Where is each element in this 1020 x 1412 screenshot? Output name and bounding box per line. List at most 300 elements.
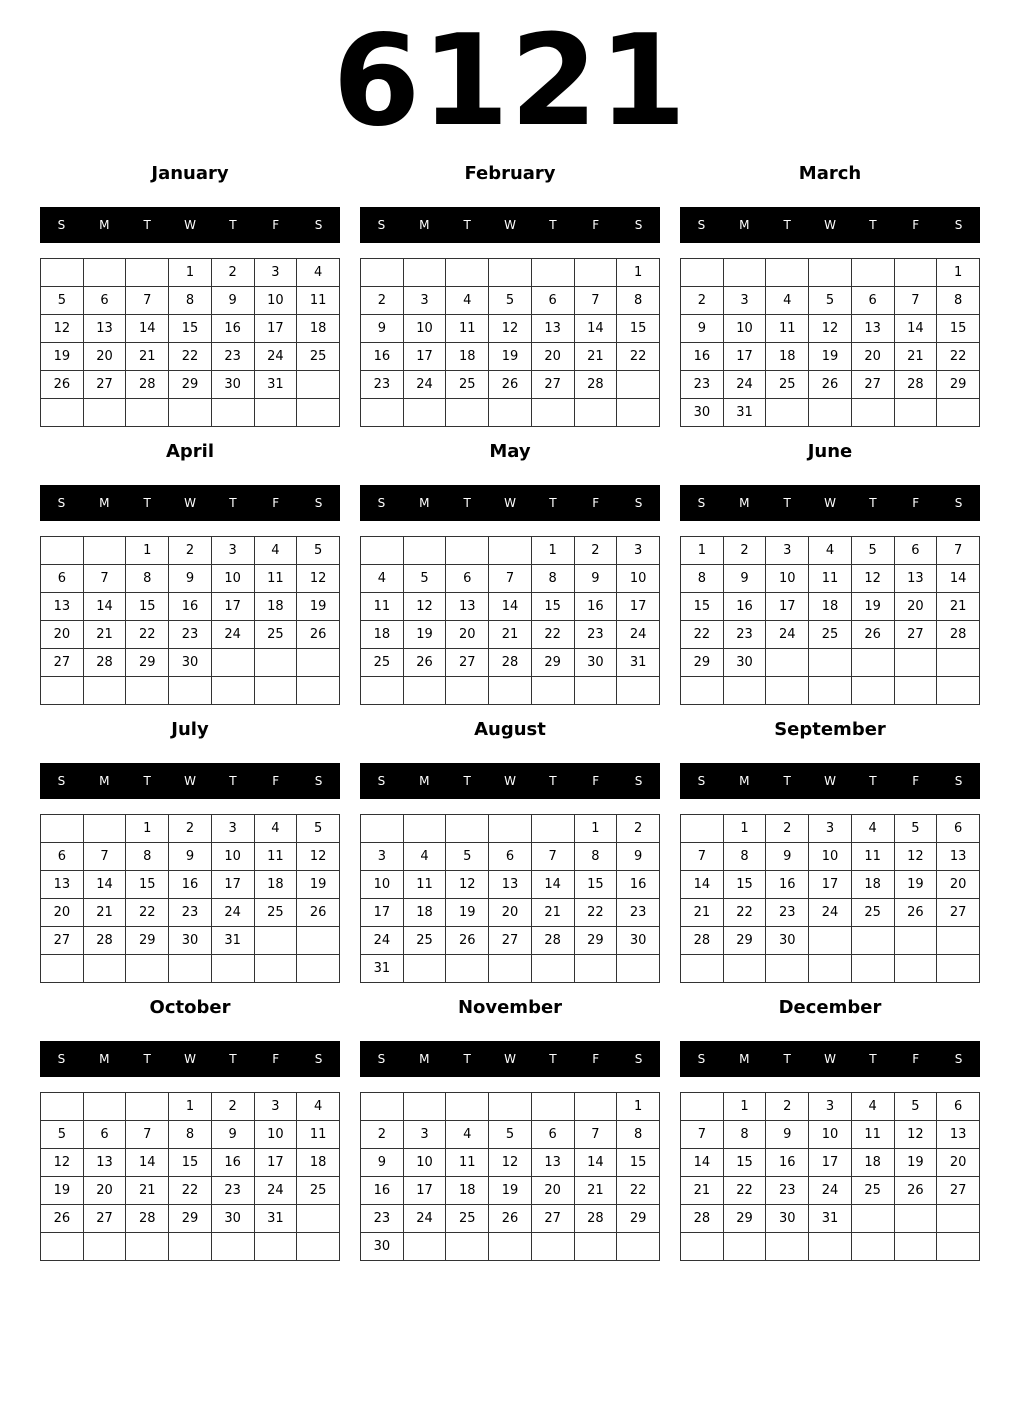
weekday-label: T [869,774,877,788]
day-cell [851,955,894,983]
day-cell: 5 [403,565,446,593]
day-cell: 5 [446,843,489,871]
weekday-label: M [419,774,430,788]
day-cell: 4 [851,1093,894,1121]
weekday-label: F [272,774,280,788]
day-cell: 22 [723,899,766,927]
day-cell: 14 [681,1149,724,1177]
day-cell [937,1233,980,1261]
weekday-label: S [377,774,386,788]
day-cell: 7 [681,1121,724,1149]
week-row [681,1205,980,1233]
week-row [681,899,980,927]
week-row [41,1205,340,1233]
day-cell: 23 [211,343,254,371]
day-cell: 12 [894,1121,937,1149]
week-row [681,1177,980,1205]
month-name: August [474,719,546,740]
week-row [361,927,660,955]
day-cell: 24 [254,1177,297,1205]
weekday-label: F [912,1052,920,1066]
day-cell: 22 [126,899,169,927]
day-cell [41,1093,84,1121]
day-cell [361,1093,404,1121]
day-cell: 24 [403,371,446,399]
day-cell [851,649,894,677]
day-cell: 13 [937,1121,980,1149]
weekday-label: T [549,774,557,788]
weekday-label: S [634,1052,643,1066]
day-cell: 25 [254,621,297,649]
day-cell [937,1205,980,1233]
week-row [41,537,340,565]
day-cell: 7 [126,1121,169,1149]
day-cell: 21 [489,621,532,649]
day-cell: 16 [169,871,212,899]
day-grid [40,258,340,427]
day-cell [403,259,446,287]
week-row [41,371,340,399]
day-cell: 23 [211,1177,254,1205]
day-cell [126,1233,169,1261]
week-row [681,677,980,705]
day-cell: 11 [446,1149,489,1177]
day-cell: 14 [937,565,980,593]
day-cell: 7 [531,843,574,871]
day-cell [851,399,894,427]
day-cell: 19 [403,621,446,649]
day-cell: 14 [531,871,574,899]
day-cell [766,955,809,983]
day-cell [169,1233,212,1261]
week-row [41,899,340,927]
day-cell [83,399,126,427]
day-cell [489,399,532,427]
day-cell: 5 [809,287,852,315]
weekday-label: S [954,496,963,510]
day-cell [809,1233,852,1261]
day-cell: 13 [531,1149,574,1177]
day-cell [617,677,660,705]
weekday-label: W [824,774,836,788]
week-row [681,371,980,399]
week-row [41,871,340,899]
day-cell: 23 [574,621,617,649]
weekday-label: T [783,774,791,788]
day-cell [361,259,404,287]
day-cell: 22 [169,343,212,371]
day-cell [937,927,980,955]
day-cell [169,955,212,983]
day-cell: 3 [403,287,446,315]
day-cell: 6 [446,565,489,593]
weekday-label: M [419,218,430,232]
week-row [361,1205,660,1233]
weekday-header [40,485,340,521]
day-cell: 30 [169,649,212,677]
day-cell: 21 [126,343,169,371]
day-cell: 17 [809,871,852,899]
week-row [41,955,340,983]
day-cell: 9 [361,1149,404,1177]
day-cell [169,399,212,427]
day-cell: 16 [361,343,404,371]
day-cell: 13 [531,315,574,343]
weekday-header [360,763,660,799]
day-cell [681,259,724,287]
day-cell: 31 [809,1205,852,1233]
day-cell: 5 [489,287,532,315]
day-cell: 21 [126,1177,169,1205]
week-row [41,1233,340,1261]
day-cell: 17 [809,1149,852,1177]
day-cell [681,677,724,705]
day-cell [297,955,340,983]
day-cell: 28 [574,1205,617,1233]
day-cell: 29 [126,649,169,677]
day-cell [489,677,532,705]
day-cell: 8 [574,843,617,871]
day-cell: 26 [489,371,532,399]
day-cell [361,677,404,705]
weekday-label: T [869,496,877,510]
week-row [361,371,660,399]
day-cell: 22 [126,621,169,649]
day-cell: 2 [766,815,809,843]
day-cell: 31 [211,927,254,955]
weekday-label: S [634,218,643,232]
day-cell: 22 [937,343,980,371]
day-cell: 21 [894,343,937,371]
day-cell: 7 [83,843,126,871]
day-cell: 6 [937,1093,980,1121]
day-cell: 2 [169,815,212,843]
week-row [361,899,660,927]
day-cell [41,677,84,705]
day-cell [809,649,852,677]
weekday-label: S [57,774,66,788]
day-cell [126,1093,169,1121]
weekday-label: T [783,1052,791,1066]
day-cell: 9 [766,1121,809,1149]
day-cell [574,1233,617,1261]
day-cell: 21 [681,1177,724,1205]
day-cell: 15 [531,593,574,621]
day-cell: 17 [211,871,254,899]
week-row [41,1121,340,1149]
week-row [41,343,340,371]
day-cell: 24 [403,1205,446,1233]
day-cell: 20 [937,871,980,899]
day-cell: 26 [297,899,340,927]
day-cell: 26 [297,621,340,649]
day-cell [574,955,617,983]
day-cell [297,399,340,427]
day-cell: 22 [531,621,574,649]
day-cell: 11 [851,1121,894,1149]
day-cell: 12 [41,1149,84,1177]
day-cell: 15 [937,315,980,343]
day-cell [41,399,84,427]
day-cell: 4 [403,843,446,871]
weekday-label: T [229,774,237,788]
weekday-label: F [272,218,280,232]
day-cell: 28 [894,371,937,399]
day-grid [680,814,980,983]
day-cell [894,955,937,983]
day-cell [403,1233,446,1261]
weekday-label: T [463,774,471,788]
week-row [361,1093,660,1121]
day-cell: 23 [766,1177,809,1205]
day-cell: 19 [297,871,340,899]
day-cell: 11 [254,565,297,593]
day-cell: 17 [723,343,766,371]
day-cell: 17 [403,1177,446,1205]
day-cell: 15 [617,1149,660,1177]
weekday-header [40,1041,340,1077]
week-row [361,593,660,621]
day-cell: 18 [446,343,489,371]
day-cell: 17 [403,343,446,371]
day-cell [297,649,340,677]
day-cell: 13 [41,593,84,621]
day-cell: 6 [83,1121,126,1149]
day-cell: 26 [894,1177,937,1205]
day-cell: 8 [681,565,724,593]
day-cell: 30 [723,649,766,677]
day-cell: 17 [211,593,254,621]
day-cell: 28 [126,371,169,399]
week-row [681,621,980,649]
week-row [41,843,340,871]
weekday-label: S [697,774,706,788]
day-cell: 14 [126,1149,169,1177]
day-cell: 12 [446,871,489,899]
day-grid [680,258,980,427]
day-grid [40,536,340,705]
day-cell: 11 [766,315,809,343]
day-cell: 14 [574,315,617,343]
day-cell: 29 [681,649,724,677]
day-cell: 10 [211,565,254,593]
day-cell: 16 [361,1177,404,1205]
week-row [361,677,660,705]
day-cell: 18 [446,1177,489,1205]
day-cell [446,1233,489,1261]
day-cell: 1 [617,259,660,287]
weekday-header [360,1041,660,1077]
day-cell: 2 [574,537,617,565]
day-cell: 27 [41,927,84,955]
day-cell: 3 [723,287,766,315]
day-cell: 18 [361,621,404,649]
weekday-label: M [99,496,110,510]
week-row [361,565,660,593]
week-row [681,649,980,677]
day-cell: 28 [489,649,532,677]
day-cell [766,1233,809,1261]
day-cell: 21 [531,899,574,927]
day-cell: 19 [41,343,84,371]
day-cell [254,955,297,983]
day-cell: 9 [723,565,766,593]
day-cell: 29 [169,1205,212,1233]
day-cell: 4 [361,565,404,593]
day-cell: 8 [617,287,660,315]
day-cell: 4 [254,537,297,565]
day-cell: 17 [361,899,404,927]
day-cell: 12 [41,315,84,343]
day-cell [211,677,254,705]
week-row [681,399,980,427]
day-cell: 10 [403,315,446,343]
day-cell: 11 [446,315,489,343]
day-cell [254,1233,297,1261]
day-cell [254,649,297,677]
day-cell: 14 [574,1149,617,1177]
day-cell: 7 [574,287,617,315]
day-cell: 23 [766,899,809,927]
day-cell [83,259,126,287]
week-row [361,1149,660,1177]
week-row [681,593,980,621]
day-cell: 5 [851,537,894,565]
day-cell: 6 [531,1121,574,1149]
day-cell: 21 [681,899,724,927]
week-row [681,871,980,899]
day-cell: 24 [211,621,254,649]
day-cell [617,399,660,427]
day-cell: 2 [681,287,724,315]
day-cell [809,677,852,705]
day-cell: 15 [723,871,766,899]
day-cell: 4 [254,815,297,843]
week-row [681,259,980,287]
day-cell: 27 [894,621,937,649]
day-cell: 5 [489,1121,532,1149]
day-cell: 18 [851,1149,894,1177]
day-cell: 7 [681,843,724,871]
day-cell: 12 [894,843,937,871]
week-row [681,1149,980,1177]
day-cell: 30 [766,1205,809,1233]
day-grid [360,1092,660,1261]
day-cell: 20 [937,1149,980,1177]
week-row [681,343,980,371]
day-cell: 15 [574,871,617,899]
day-cell: 24 [809,899,852,927]
day-cell: 19 [894,871,937,899]
day-cell: 7 [894,287,937,315]
day-cell: 3 [403,1121,446,1149]
day-cell: 15 [681,593,724,621]
weekday-label: T [783,218,791,232]
day-cell: 13 [83,1149,126,1177]
day-cell [83,1093,126,1121]
day-cell: 28 [937,621,980,649]
day-cell: 6 [894,537,937,565]
day-cell [446,815,489,843]
day-cell [297,371,340,399]
day-cell: 26 [809,371,852,399]
day-cell [403,815,446,843]
day-cell: 15 [126,871,169,899]
day-cell: 20 [894,593,937,621]
month-name: September [774,719,886,740]
day-cell: 21 [574,343,617,371]
day-cell: 11 [403,871,446,899]
day-cell: 27 [531,371,574,399]
day-cell: 19 [41,1177,84,1205]
day-cell: 14 [894,315,937,343]
day-cell [361,537,404,565]
day-cell: 25 [851,899,894,927]
day-cell [723,1233,766,1261]
day-cell: 9 [211,1121,254,1149]
day-cell: 28 [126,1205,169,1233]
day-cell [41,259,84,287]
day-cell [297,1205,340,1233]
day-cell: 30 [574,649,617,677]
day-cell [809,955,852,983]
day-cell: 18 [297,315,340,343]
day-cell [766,399,809,427]
day-cell [169,677,212,705]
day-cell: 10 [809,1121,852,1149]
day-cell: 22 [723,1177,766,1205]
week-row [681,537,980,565]
day-cell: 20 [83,343,126,371]
day-cell: 8 [169,1121,212,1149]
day-cell [531,955,574,983]
day-cell: 5 [41,1121,84,1149]
day-grid [360,536,660,705]
day-cell: 25 [809,621,852,649]
day-cell: 20 [83,1177,126,1205]
day-cell: 7 [574,1121,617,1149]
day-cell: 12 [489,315,532,343]
weekday-label: T [229,496,237,510]
weekday-header [40,207,340,243]
day-cell [809,259,852,287]
day-cell [41,537,84,565]
day-cell: 10 [809,843,852,871]
week-row [361,287,660,315]
day-cell: 24 [809,1177,852,1205]
day-cell: 7 [489,565,532,593]
day-cell: 17 [766,593,809,621]
day-cell: 1 [574,815,617,843]
day-cell [766,259,809,287]
day-cell [894,649,937,677]
day-cell: 23 [361,371,404,399]
day-cell [297,927,340,955]
week-row [41,593,340,621]
day-cell: 5 [894,1093,937,1121]
weekday-label: T [229,1052,237,1066]
day-cell [681,815,724,843]
day-cell: 13 [446,593,489,621]
weekday-label: F [272,1052,280,1066]
weekday-label: T [869,218,877,232]
day-cell: 1 [617,1093,660,1121]
weekday-label: S [697,218,706,232]
day-cell: 12 [489,1149,532,1177]
day-cell: 28 [574,371,617,399]
week-row [361,1177,660,1205]
weekday-label: S [954,1052,963,1066]
